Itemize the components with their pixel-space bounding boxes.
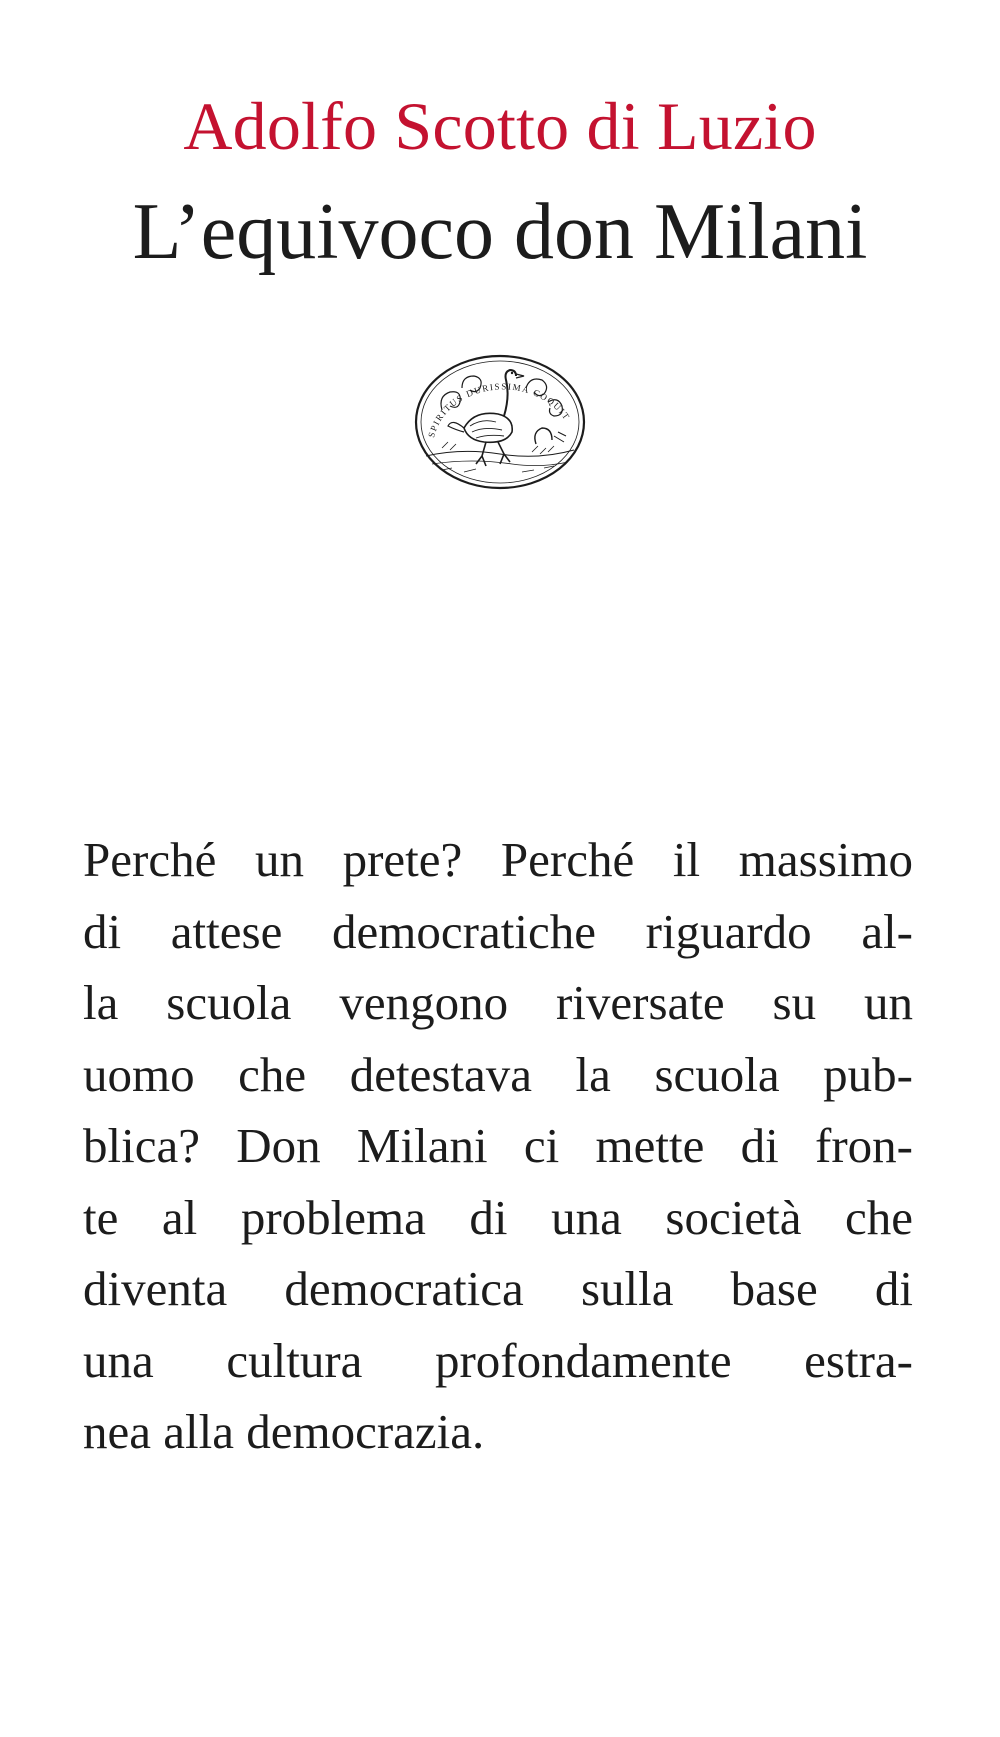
blurb-line: blica? Don Milani ci mette di fron- [83, 1118, 913, 1173]
blurb-line: Perché un prete? Perché il massimo [83, 832, 913, 887]
ostrich-emblem-icon [412, 352, 588, 492]
blurb [83, 824, 913, 1468]
blurb-line: uomo che detestava la scuola pub- [83, 1046, 913, 1102]
blurb-line: nea alla democrazia. [83, 1404, 485, 1459]
emblem-motto: SPIRITUS DURISSIMA COQUIT [426, 381, 573, 439]
blurb-line: di attese democratiche riguardo al- [83, 903, 913, 959]
blurb-line: diventa democratica sulla base di [83, 1261, 913, 1316]
blurb-line: la scuola vengono riversate su un [83, 975, 913, 1030]
author-name: Adolfo Scotto di Luzio [183, 88, 817, 164]
book-title: L’equivoco don Milani [132, 188, 868, 276]
blurb-line: una cultura profondamente estra- [83, 1332, 913, 1388]
blurb-line: te al problema di una società che [83, 1189, 913, 1245]
